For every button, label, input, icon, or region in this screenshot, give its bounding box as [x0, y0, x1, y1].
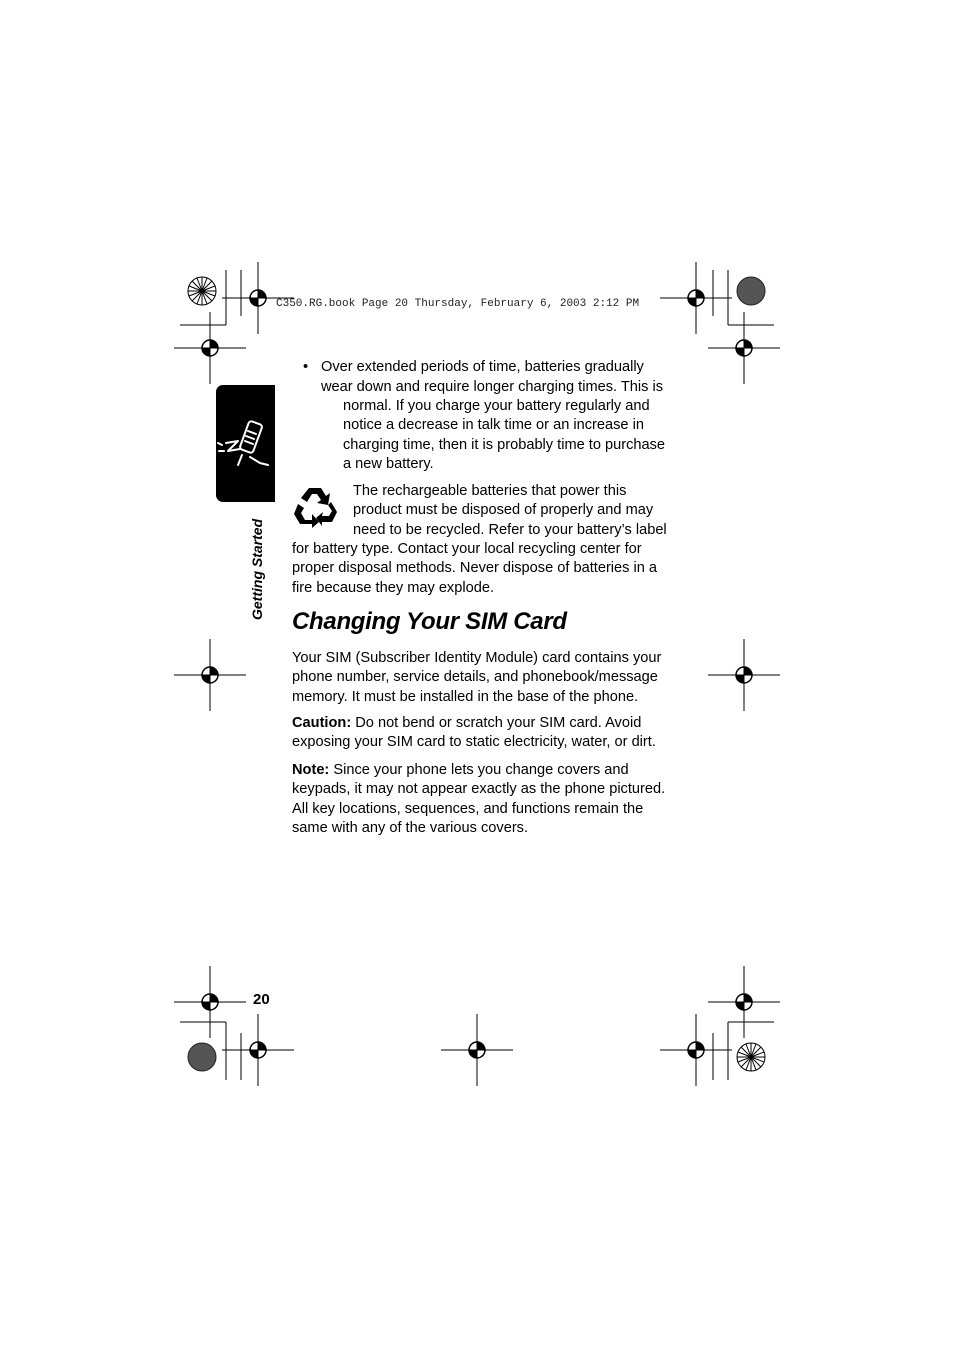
recycle-line: proper disposal methods. Never dispose of batteries in a	[292, 560, 658, 577]
bullet-line: wear down and require longer charging times. This is	[321, 379, 664, 395]
caution-label: Caution:	[292, 715, 352, 731]
note-paragraph	[292, 761, 665, 839]
recycle-line: fire because they may explode.	[292, 579, 494, 596]
caution-text: Do not bend or scratch your SIM card. Avoid	[351, 715, 642, 731]
caution-line	[292, 714, 656, 733]
page-number: 20	[253, 991, 270, 1008]
file-info-header: C350.RG.book Page 20 Thursday, February 6, 2003 2:12 PM	[276, 298, 640, 310]
recycle-line: for battery type. Contact your local recycling center for	[292, 541, 642, 557]
recycle-note-indented	[353, 482, 667, 540]
intro-paragraph	[292, 649, 661, 707]
recycle-line: need to be recycled. Refer to your battery’s label	[353, 521, 667, 538]
chapter-label: Getting Started	[249, 518, 265, 620]
note-text: Since your phone lets you change covers and	[329, 762, 629, 778]
section-title: Changing Your SIM Card	[292, 608, 567, 635]
bullet-line: a new battery.	[343, 456, 434, 473]
note-label: Note:	[292, 762, 330, 778]
recycle-note-full	[292, 540, 657, 598]
bullet-marker: •	[303, 359, 309, 375]
bullet-line: Over extended periods of time, batteries gradually	[321, 359, 644, 375]
recycle-icon	[292, 486, 340, 528]
intro-line: Your SIM (Subscriber Identity Module) card contains your	[292, 650, 662, 666]
bullet-line: normal. If you charge your battery regularly and	[343, 398, 650, 414]
caution-paragraph	[292, 714, 656, 753]
caution-line: exposing your SIM card to static electricity, water, or dirt.	[292, 734, 656, 751]
recycle-line: product must be disposed of properly and may	[353, 502, 654, 519]
intro-line: phone number, service details, and phonebook/message	[292, 669, 658, 686]
note-line	[292, 761, 665, 780]
bullet-line: charging time, then it is probably time to purchase	[343, 436, 666, 453]
note-line: same with any of the various covers.	[292, 820, 529, 837]
intro-line: memory. It must be installed in the base of the phone.	[292, 688, 639, 705]
recycle-line: The rechargeable batteries that power this	[353, 483, 627, 499]
running-phone-icon	[216, 385, 275, 502]
note-line: keypads, it may not appear exactly as the phone pictured.	[292, 781, 666, 798]
bullet-continuation	[343, 397, 673, 475]
note-line: All key locations, sequences, and functions remain the	[292, 800, 644, 817]
chapter-tab	[216, 385, 275, 502]
bullet-line: notice a decrease in talk time or an increase in	[343, 417, 644, 434]
